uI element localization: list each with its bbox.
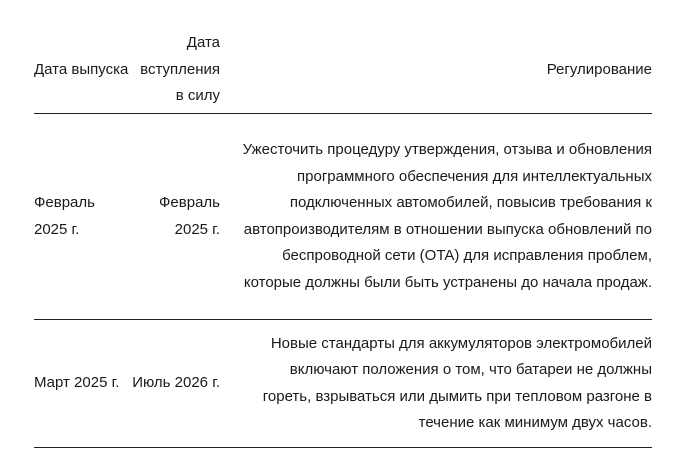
header-regulation: Регулирование: [546, 60, 652, 78]
header-effective-date: Дата вступления в силу: [140, 34, 220, 105]
table-header-row: [34, 27, 652, 114]
release-date-cell: Февраль 2025 г.: [34, 194, 95, 238]
regulation-cell: Ужесточить процедуру утверждения, отзыва и обновления программного обеспечения для интеллектуальных подключенных автомобилей, повысив требования к автопроизводителям в отношении выпуска обновлений по беспроводной сети (OTA) для исправления проблем, которые должны были быть устранены до начала продаж.: [242, 141, 652, 291]
table-row: [34, 114, 652, 320]
release-date-cell: Март 2025 г.: [34, 374, 120, 392]
effective-date-cell: Февраль 2025 г.: [159, 194, 220, 238]
regulation-cell: Новые стандарты для аккумуляторов электромобилей включают положения о том, что батареи не должны гореть, взрываться или дымить при тепловом разгоне в течение как минимум двух часов.: [262, 334, 652, 431]
effective-date-cell: Июль 2026 г.: [132, 374, 220, 392]
regulations-table: [34, 27, 652, 448]
table-row: [34, 320, 652, 448]
header-release-date: Дата выпуска: [34, 60, 129, 78]
